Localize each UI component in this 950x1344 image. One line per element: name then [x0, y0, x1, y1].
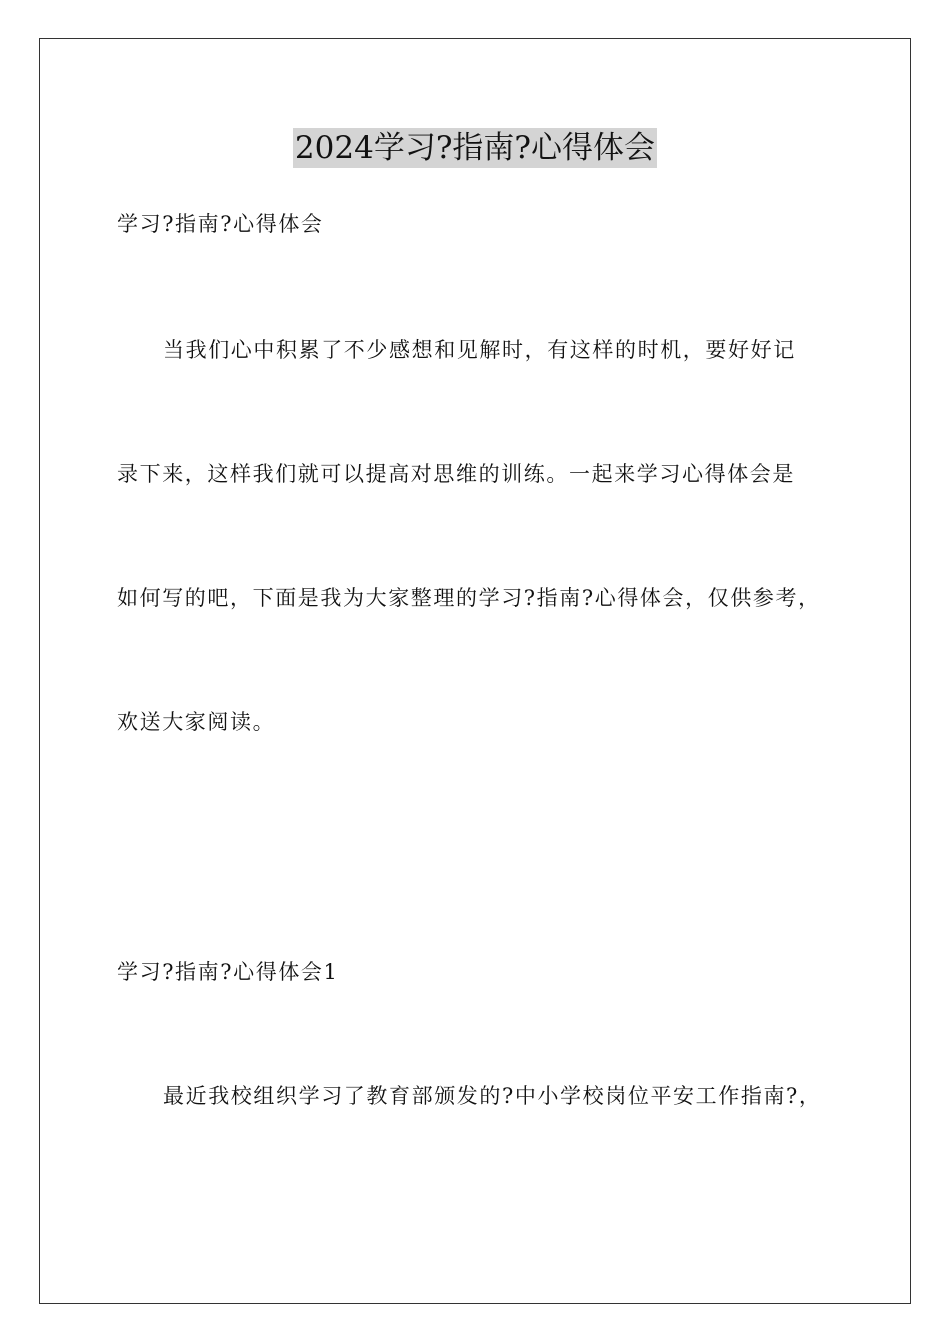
- document-title: 2024学习?指南?心得体会: [294, 130, 656, 166]
- intro-paragraph-line: 欢送大家阅读。: [117, 710, 276, 734]
- title-container: [0, 128, 950, 168]
- intro-paragraph-line: 当我们心中积累了不少感想和见解时，有这样的时机，要好好记: [163, 338, 796, 362]
- intro-paragraph-line: 录下来，这样我们就可以提高对思维的训练。一起来学习心得体会是: [117, 462, 795, 486]
- section-paragraph-line: 最近我校组织学习了教育部颁发的?中小学校岗位平安工作指南?，: [163, 1084, 822, 1108]
- document-subtitle: 学习?指南?心得体会: [117, 212, 324, 236]
- section-heading: 学习?指南?心得体会1: [117, 960, 339, 984]
- intro-paragraph-line: 如何写的吧，下面是我为大家整理的学习?指南?心得体会，仅供参考，: [117, 586, 821, 610]
